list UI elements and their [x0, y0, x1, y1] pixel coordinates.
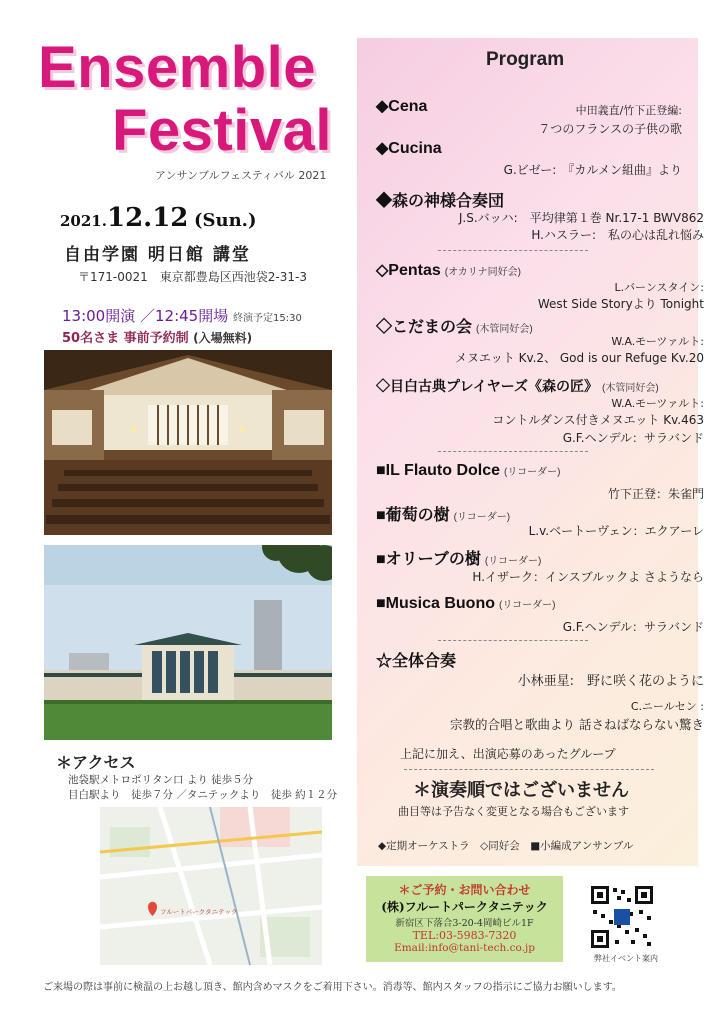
piece-line: H.イザーク：インスブルックよ さようなら [472, 570, 704, 584]
piece-line: G.ビゼー: 『カルメン組曲』より [503, 163, 682, 177]
program-change-note: 曲目等は予告なく変更となる場合もございます [398, 805, 629, 818]
piece-line: L.v.ベートーヴェン：エクアーレ [528, 524, 704, 538]
group-cena: ◆Cena [376, 98, 428, 115]
piece-line: C.ニールセン : [630, 700, 704, 713]
start-time: 13:00開演 ／12:45開場 [62, 307, 229, 325]
group-mori-no-kamisama: ◆森の神様合奏団 [376, 193, 505, 210]
piece-line: メヌエット Kv.2、 God is our Refuge Kv.20 [455, 351, 704, 365]
venue-address: 〒171-0021 東京都豊島区西池袋2-31-3 [78, 270, 307, 284]
contact-heading: ＊ご予約・お問い合わせ [398, 883, 531, 897]
group-il-flauto-dolce: ■IL Flauto Dolce (リコーダー) [376, 462, 561, 479]
piece-line: 中田義直/竹下正登編: [575, 104, 682, 117]
piece-line: 小林亜星: 野に咲く花のように [517, 674, 704, 689]
divider [438, 451, 588, 452]
access-title: ＊アクセス [56, 753, 136, 772]
divider [404, 769, 654, 770]
map-location-label: フルートパークタニテック [160, 908, 238, 916]
access-line-2: 目白駅より 徒歩７分 ／タニテックより 徒歩 約１２分 [68, 789, 338, 801]
auditorium-interior-photo [44, 350, 332, 535]
end-time: 終演予定15:30 [233, 313, 302, 324]
qr-code[interactable] [589, 884, 655, 950]
contact-box [366, 876, 563, 962]
building-exterior-photo [44, 545, 332, 740]
piece-line: G.F.ヘンデル：サラバンド [562, 431, 704, 445]
piece-line: J.S.バッハ: 平均律第１巻 Nr.17-1 BWV862 [458, 211, 704, 225]
piece-line: コントルダンス付きメヌエット Kv.463 [492, 413, 704, 427]
contact-company: (株)フルートパークタニテック [381, 900, 548, 914]
group-cucina: ◆Cucina [376, 140, 442, 157]
title-line2: Festival [112, 98, 332, 163]
divider [438, 640, 588, 641]
date-year: 2021. [60, 212, 107, 230]
subtitle: アンサンブルフェスティバル 2021 [155, 169, 327, 182]
group-kodama-no-kai: ◇こだまの会 (木管同好会) [376, 319, 533, 336]
group-olive-no-ki: ■オリーブの樹 (リコーダー) [376, 551, 542, 568]
event-date [60, 203, 256, 233]
group-musica-buono: ■Musica Buono (リコーダー) [376, 595, 556, 612]
piece-line: 宗教的合唱と歌曲より 話さねばならない驚き [450, 717, 704, 732]
piece-line: W.A.モーツァルト: [611, 397, 704, 410]
title-line1: Ensemble [38, 35, 316, 100]
group-mejiro-koten-players: ◇目白古典プレイヤーズ《森の匠》 (木管同好会) [376, 378, 659, 394]
access-line-1: 池袋駅メトロポリタン口 より 徒歩５分 [68, 774, 254, 786]
contact-address: 新宿区下落合3-20-4岡崎ビル1F [395, 918, 534, 929]
group-budou-no-ki: ■葡萄の樹 (リコーダー) [376, 507, 511, 524]
piece-line: ７つのフランスの子供の歌 [538, 122, 682, 136]
piece-line: 竹下正登：朱雀門 [607, 487, 704, 501]
piece-line: G.F.ヘンデル：サラバンド [562, 620, 704, 634]
program-legend: ◆定期オーケストラ ◇同好会 ■小編成アンサンブル [378, 840, 634, 852]
piece-line: H.ハスラー: 私の心は乱れ悩み [531, 228, 704, 242]
footer-note: ご来場の際は事前に検温の上お越し頂き、館内含めマスクをご着用下さい。消毒等、館内スタッフの指示にご協力お願いします。 [43, 982, 622, 993]
venue: 自由学園 明日館 講堂 [64, 245, 251, 265]
access-map[interactable] [100, 807, 322, 965]
piece-line: L.バーンスタイン: [614, 281, 704, 294]
reservation-note [62, 327, 252, 346]
divider [438, 250, 588, 251]
not-performance-order-note: ＊演奏順ではございません [413, 780, 629, 801]
date-day-of-week: (Sun.) [193, 210, 257, 231]
reservation-text: 50名さま 事前予約制 [62, 331, 189, 346]
contact-tel[interactable]: TEL:03-5983-7320 [412, 929, 517, 942]
piece-line: West Side Storyより Tonight [537, 297, 704, 311]
program-title: Program [486, 49, 565, 70]
date-month-day: 12.12 [106, 203, 189, 233]
contact-email[interactable]: Email:info@tani-tech.co.jp [394, 942, 535, 954]
group-pentas: ◇Pentas (オカリナ同好会) [376, 262, 521, 279]
qr-caption: 弊社イベント案内 [594, 954, 658, 963]
free-admission: (入場無料) [193, 331, 253, 345]
group-zentai-gassou: ☆全体合奏 [376, 653, 457, 670]
additional-groups-note: 上記に加え、出演応募のあったグループ [400, 747, 616, 761]
event-time [62, 305, 302, 326]
piece-line: W.A.モーツァルト: [611, 335, 704, 348]
